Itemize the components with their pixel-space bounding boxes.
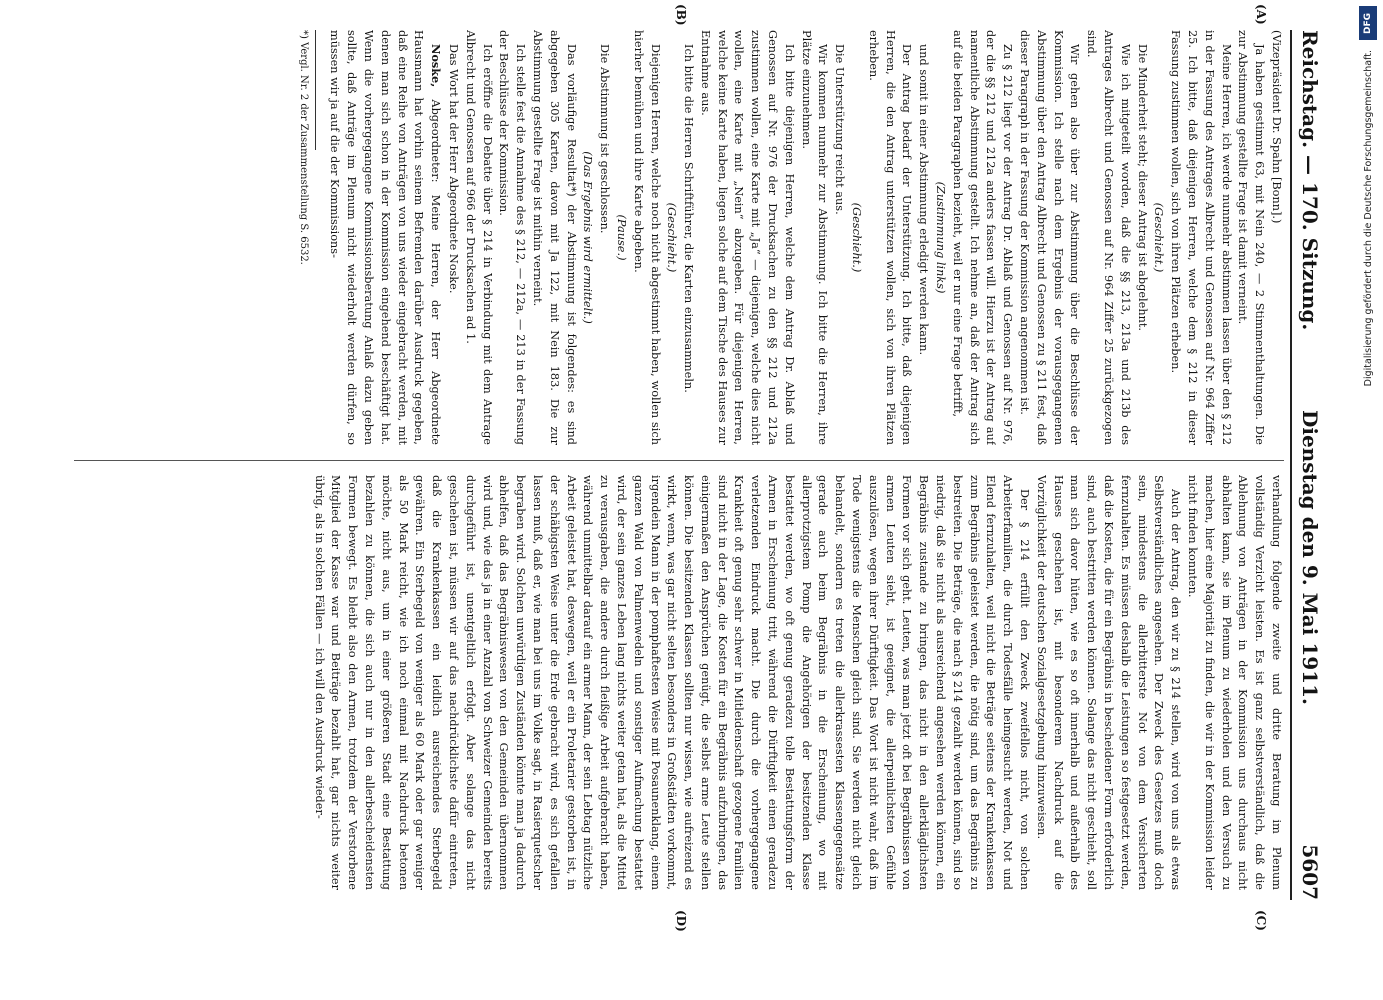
margin-letter-d: (D) — [674, 910, 688, 932]
stage-direction: (Pause.) — [614, 214, 628, 261]
digitization-sidebar — [1351, 0, 1383, 1000]
running-head-date: Dienstag den 9. Mai 1911. — [1298, 410, 1322, 705]
speech-text: Abgeordneter: Meine Herren, der Herr Abgeordnete Hausmann hat vorhin seinem Befremden darüber Ausdruck gegeben, daß eine Reihe von Anträgen von uns wieder eingebracht werden, mit denen man sich schon in der Kommission eingehend beschäftigt hat. Wenn die vorhergegangene Kommissionsberatung Anlaß dazu geben sollte, daß Anträge im Plenum nicht wiederholt werden dürfen, so müssen wir ja auf die der Kommissions- — [328, 30, 443, 445]
paragraph: Der Antrag bedarf der Unterstützung. Ich bitte, daß diejenigen Herren, die den Antrag unterstützen wollen, sich von ihren Plätzen erheben. — [866, 30, 914, 445]
paragraph: Auch der Antrag, den wir zu § 214 stellen, wird von uns als etwas Selbstverständliches angesehen. Der Zweck des Gesetzes muß doch sein, mindestens die allerbitterste Not von dem Versicherten fernzuhalten. Es müssen deshalb die Leistungen so festgesetzt werden, daß die Kosten, die für ein Begräbnis in bescheidener Form erforderlich sind, auch bestritten werden können. Solange das nicht geschieht, soll man sich davor hüten, wie es so oft innerhalb und außerhalb des Hauses geschehen ist, mit besonderem Nachdruck auf die Vorzüglichkeit der deutschen Sozialgesetzgebung hinzuweisen. — [1034, 475, 1183, 890]
margin-letter-b: (B) — [674, 4, 688, 26]
left-column — [74, 30, 1284, 445]
paragraph: Wir kommen nunmehr zur Abstimmung. Ich bitte die Herren, ihre Plätze einzunehmen. — [799, 30, 830, 445]
paragraph: Ich eröffne die Debatte über § 214 in Verbindung mit dem Antrage Albrecht und Genossen auf 966 der Drucksachen ad 1. — [463, 30, 494, 445]
stage-direction: (Das Ergebnis wird ermittelt.) — [581, 151, 595, 324]
digitization-note: Digitalisierung gefördert durch die Deutsche Forschungsgemeinschaft. — [1363, 50, 1374, 387]
speaker-heading: (Vizepräsident Dr. Spahn [Bonn].) — [1270, 30, 1283, 224]
speaker-name: Noske, — [429, 44, 444, 88]
stage-direction: (Geschieht.) — [1152, 202, 1166, 273]
paragraph: Die Unterstützung reicht aus. — [833, 44, 847, 215]
paragraph: Das Wort hat der Herr Abgeordnete Noske. — [446, 44, 460, 294]
stage-direction: (Geschieht.) — [850, 202, 864, 273]
paragraph: Ich stelle fest die Annahme des § 212, — 212a, — 213 in der Fassung der Beschlüsse der Kommission. — [497, 30, 528, 445]
paragraph: Meine Herren, ich werde nunmehr abstimmen lassen über den § 212 in der Fassung des Antrages Albrecht und Genossen auf Nr. 964 Ziffer 25. Ich bitte, daß diejenigen Herren, welche dem § 212 in dieser Fassung zustimmen wollen, sich von ihren Plätzen erheben. — [1169, 30, 1233, 445]
paragraph: Ich bitte die Herren Schriftführer, die Karten einzusammeln. — [682, 44, 696, 393]
page-number: 5607 — [1298, 844, 1322, 900]
paragraph: Ich bitte diejenigen Herren, welche dem Antrag Dr. Ablaß und Genossen auf Nr. 976 der Drucksachen zu den §§ 212 und 212a zustimmen wollen, eine Karte mit „Ja“ — diejenigen, welche dies nicht wollen, eine Karte mit „Nein“ abzugeben. Für diejenigen Herren, welche keine Karte haben, liegen solche auf dem Tische des Hauses zur Entnahme aus. — [698, 30, 796, 445]
column-divider — [74, 460, 1284, 461]
stage-direction: (Zustimmung links) — [934, 181, 948, 294]
speech-paragraph — [326, 30, 445, 445]
paragraph: verhandlung folgende zweite und dritte Beratung im Plenum vollständig Verzicht leisten. Es ist ganz selbstverständlich, daß die Ablehnung von Anträgen in der Kommission uns durchaus nicht abhalten kann, sie im Plenum zu wiederholen und den Versuch zu machen, hier eine Majorität zu finden, die wir in der Kommission leider nicht finden konnten. — [1186, 475, 1283, 890]
right-column — [74, 475, 1284, 890]
paragraph: Ja haben gestimmt 63, mit Nein 240, — 2 Stimmenthaltungen. Die zur Abstimmung gestellte Frage ist damit verneint. — [1236, 30, 1267, 445]
dfg-logo: DFG — [1359, 6, 1377, 40]
page-content — [58, 4, 1328, 932]
paragraph: und somit in einer Abstimmung erledigt werden kann. — [917, 44, 931, 356]
margin-letter-c: (C) — [1254, 910, 1268, 931]
paragraph: Wie ich mitgeteilt worden, daß die §§ 213, 213a und 213b des Antrages Albrecht und Genossen auf Nr. 964 Ziffer 25 zurückgezogen sind. — [1085, 30, 1132, 445]
footnote: *) Vergl. Nr. 2 der Zusammenstellung S. 6532. — [297, 30, 309, 265]
paragraph: Wir gehen also über zur Abstimmung über die Beschlüsse der Kommission. Ich stelle nach dem Ergebnis der vorausgegangenen Abstimmung über den Antrag Albrecht und Genossen zu § 211 fest, daß dieser Paragraph in der Fassung der Kommission angenommen ist. — [1018, 30, 1082, 445]
running-head-left: Reichstag. — 170. Sitzung. — [1298, 30, 1322, 331]
margin-letter-a: (A) — [1254, 4, 1268, 25]
paragraph: Das vorläufige Resultat*) der Abstimmung ist folgendes: es sind abgegeben 305 Karten, davon mit Ja 122, mit Nein 183. Die zur Abstimmung gestellte Frage ist mithin verneint. — [530, 30, 578, 445]
paragraph: Diejenigen Herren, welche noch nicht abgestimmt haben, wollen sich hierher bemühen und ihre Karte abgeben. — [631, 30, 662, 445]
paragraph: Der § 214 erfüllt den Zweck zweifellos nicht, von solchen Arbeiterfamilien, die durch Todesfälle heimgesucht werden, Not und Elend fernzuhalten, weil nicht die Beträge seitens der Krankenkassen zum Begräbnis geleistet werden, die nötig sind, um das Begräbnis zu bestreiten. Die Beträge, die nach § 214 gezahlt werden können, sind so niedrig, daß sie nicht als ausreichend angesehen werden können, ein Begräbnis zustande zu bringen, das nicht in den allerkläglichsten Formen vor sich geht. Leuten, was man jetzt oft bei Begräbnissen von armen Leuten sieht, ist geeignet, die allerpeinlichsten Gefühle auszulösen, wegen ihrer Dürftigkeit. Das Wort ist nicht wahr, daß im Tode wenigstens die Menschen gleich sind. Sie werden nicht gleich behandelt, sondern es treten die allerkrassesten Klassengegensätze gerade auch beim Begräbnis in die Erscheinung, wo mit allerprotzigstem Pomp die Angehörigen der besitzenden Klasse bestattet werden, wo oft genug geradezu tolle Bestattungsform der Armen in Erscheinung tritt, während die Dürftigkeit einen geradezu verletzenden Eindruck macht. Die durch die vorhergegangene Krankheit oft genug sehr schwer in Mitleidenschaft gezogene Familien sind nicht in der Lage, die Kosten für ein Begräbnis aufzubringen, das einigermaßen den Ansprüchen genügt, die selbst arme Leute stellen können. Die besitzenden Klassen sollten nur wissen, wie aufreizend es wirkt, wenn, was gar nicht selten besonders in Großstädten vorkommt, irgendein Mann in der pomphaftesten Weise mit Posaunenklang, einem ganzen Wald von Palmenwedeln und sonstiger Aufmachung bestattet wird, der sein ganzes Leben lang nichts weiter getan hat, als die Mittel zu verausgaben, die andere durch fleißige Arbeit aufgebracht haben, während unmittelbar darauf ein armer Mann, der sein Lebtag nützliche Arbeit geleistet hat, deswegen, weil er ein Proletarier gestorben ist, in der schäbigsten Weise unter die Erde gebracht wird, es sich gefallen lassen muß, daß er, wie man bei uns im Volke sagt, in Rasierquetscher begraben wird. Solchen unwürdigen Zuständen könnte man ja dadurch abhelfen, daß das Begräbniswesen von den Gemeinden übernommen wird und, wie das ja in einer Anzahl von Schweizer Gemeinden bereits durchgeführt ist, unentgeltlich erfolgt. Aber solange das nicht geschehen ist, müssen wir auf das nachdrücklichste dafür eintreten, daß die Krankenkassen ein leidlich ausreichendes Sterbegeld gewähren. Ein Sterbegeld von weniger als 60 Mark oder gar weniger als 50 Mark reicht, wie ich noch einmal mit Nachdruck betonen möchte, nicht aus, um in einer größeren Stadt eine Bestattung bezahlen zu können, die sich auch nur in den allerbescheidensten Formen bewegt. Es bleibt also den Armen, trotzdem der Verstorbene Mitglied der Kasse war und Beiträge bezahlt hat, gar nichts weiter übrig, als in solchen Fällen — ich will den Ausdruck wieder- — [312, 475, 1032, 890]
footnote-rule — [315, 30, 316, 150]
paragraph: Die Abstimmung ist geschlossen. — [598, 44, 612, 234]
stage-direction: (Geschieht.) — [665, 202, 679, 273]
running-head — [1290, 30, 1328, 900]
paragraph: Die Minderheit steht; dieser Antrag ist abgelehnt. — [1135, 44, 1149, 332]
paragraph: Zu § 212 liegt vor der Antrag Dr. Ablaß und Genossen auf Nr. 976, der die §§ 212 und 212a anders fassen will. Hierzu ist der Antrag auf namentliche Abstimmung gestellt. Ich nehme an, daß der Antrag sich auf die beiden Paragraphen bezieht, weil er nur eine Frage betrifft, — [950, 30, 1015, 445]
